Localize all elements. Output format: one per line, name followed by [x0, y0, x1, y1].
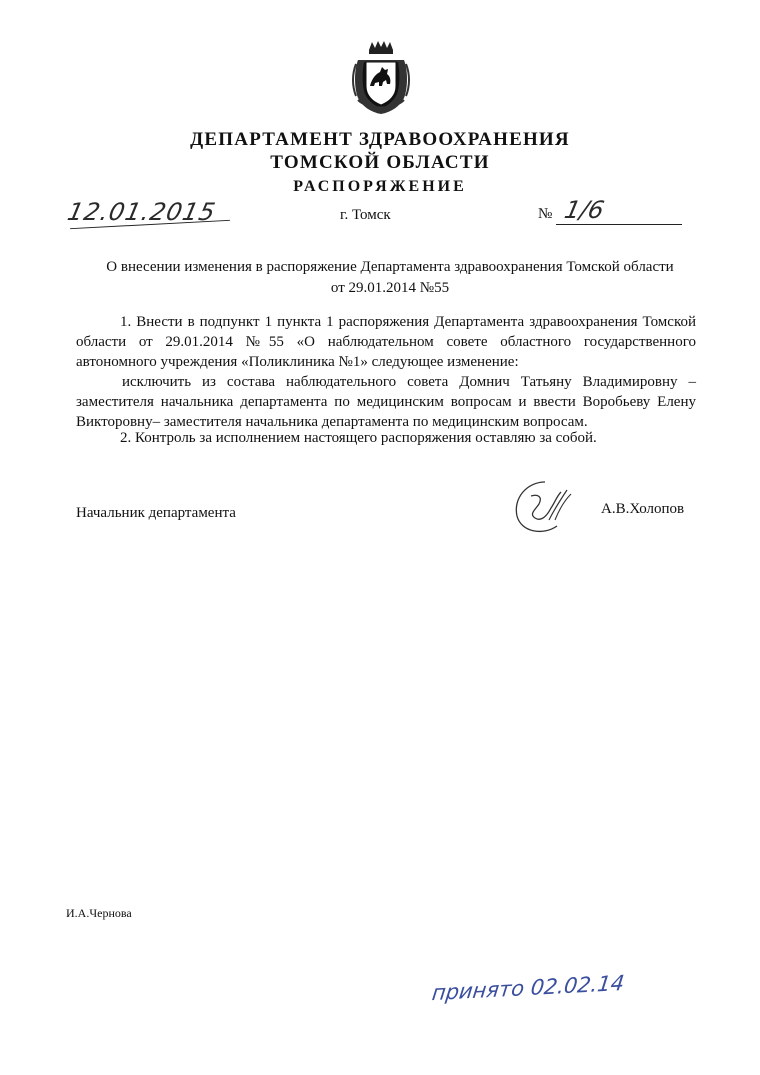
- department-title-line1: ДЕПАРТАМЕНТ ЗДРАВООХРАНЕНИЯ: [190, 129, 570, 150]
- body-paragraph-3: 2. Контроль за исполнением настоящего распоряжения оставляю за собой.: [120, 430, 597, 446]
- executor-name: И.А.Чернова: [66, 906, 132, 920]
- body-paragraph-2: исключить из состава наблюдательного совета Домнич Татьяну Владимировну – заместителя начальника департамента по медицинским вопросам и ввести Воробьеву Елену Викторовну– заместителя начальника департамента по медицинским вопросам.: [76, 374, 696, 430]
- department-title: [0, 128, 760, 174]
- signatory-name: А.В.Холопов: [601, 501, 685, 517]
- number-handwritten: 1/6: [562, 196, 607, 224]
- date-handwritten: 12.01.2015: [65, 198, 219, 226]
- department-title-line2: ТОМСКОЙ ОБЛАСТИ: [270, 152, 490, 173]
- coat-of-arms-icon: [352, 40, 410, 116]
- document-subject: [70, 257, 710, 299]
- signatory-position: Начальник департамента: [76, 505, 236, 521]
- document-type: РАСПОРЯЖЕНИЕ: [293, 178, 467, 195]
- city: г. Томск: [340, 207, 391, 223]
- subject-line1: О внесении изменения в распоряжение Департамента здравоохранения Томской области: [106, 259, 674, 275]
- received-note-handwritten: принято 02.02.14: [430, 970, 626, 1006]
- number-sign: №: [538, 206, 553, 222]
- subject-line2: от 29.01.2014 №55: [330, 280, 450, 296]
- body-paragraph-1: 1. Внести в подпункт 1 пункта 1 распоряжения Департамента здравоохранения Томской области от 29.01.2014 №55 «О наблюдательном совете областного государственного автономного учреждения «Поликлиника №1» следующее изменение:: [76, 314, 696, 370]
- handwritten-signature-icon: [505, 476, 585, 538]
- number-underline: [556, 224, 682, 225]
